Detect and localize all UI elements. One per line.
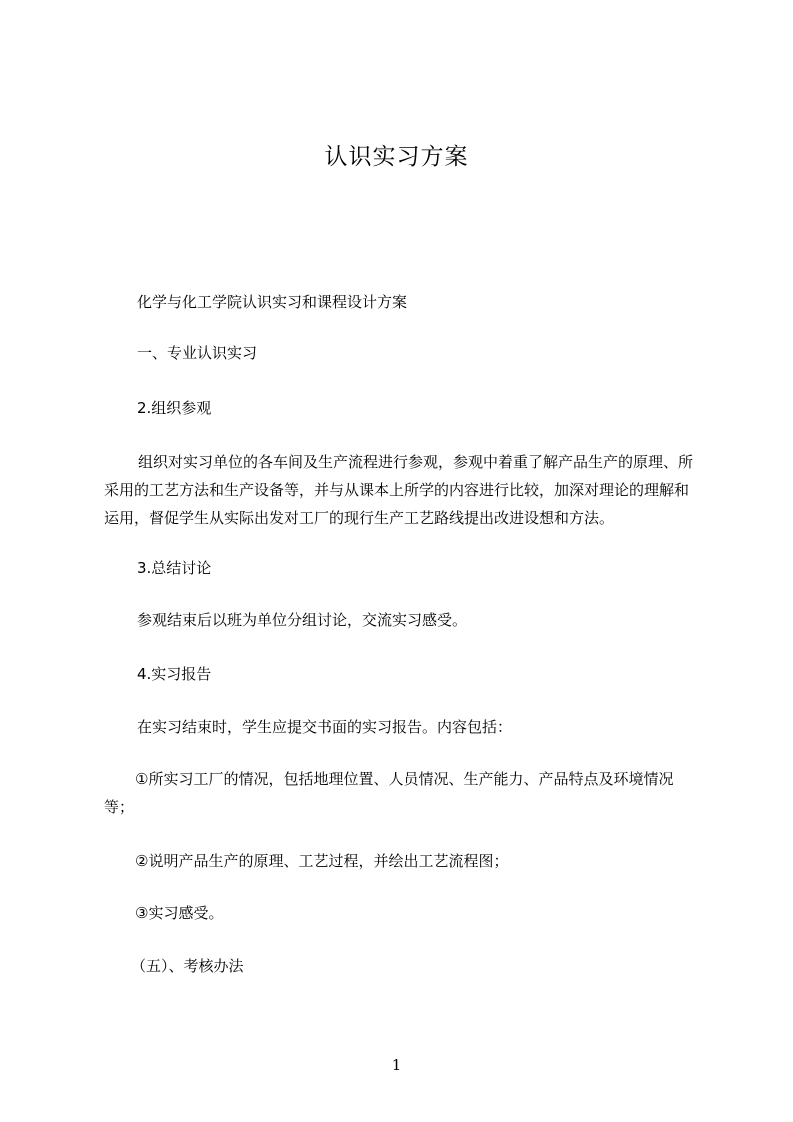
section-heading-5: （五）、考核办法 bbox=[131, 957, 244, 975]
item-3-heading: 3.总结讨论 bbox=[137, 559, 212, 577]
item-2-paragraph: 组织对实习单位的各车间及生产流程进行参观，参观中着重了解产品生产的原理、所采用的工艺方法和生产设备等，并与从课本上所学的内容进行比较，加深对理论的理解和运用，督促学生从实际出发对工厂的现行生产工艺路线提出改进设想和方法。 bbox=[104, 453, 694, 527]
item-3-paragraph: 参观结束后以班为单位分组讨论，交流实习感受。 bbox=[137, 611, 468, 629]
subtitle: 化学与化工学院认识实习和课程设计方案 bbox=[137, 293, 408, 311]
section-heading-1: 一、专业认识实习 bbox=[137, 344, 258, 362]
item-4-paragraph: 在实习结束时，学生应提交书面的实习报告。内容包括： bbox=[137, 718, 513, 736]
item-2-heading: 2.组织参观 bbox=[137, 399, 212, 417]
page-number: 1 bbox=[391, 1056, 402, 1074]
report-item-2: ②说明产品生产的原理、工艺过程，并绘出工艺流程图； bbox=[135, 852, 509, 870]
report-item-3: ③实习感受。 bbox=[135, 904, 224, 922]
item-4-heading: 4.实习报告 bbox=[137, 665, 212, 683]
document-title: 认识实习方案 bbox=[324, 144, 469, 170]
report-item-1: ①所实习工厂的情况，包括地理位置、人员情况、生产能力、产品特点及环境情况等； bbox=[104, 770, 674, 816]
